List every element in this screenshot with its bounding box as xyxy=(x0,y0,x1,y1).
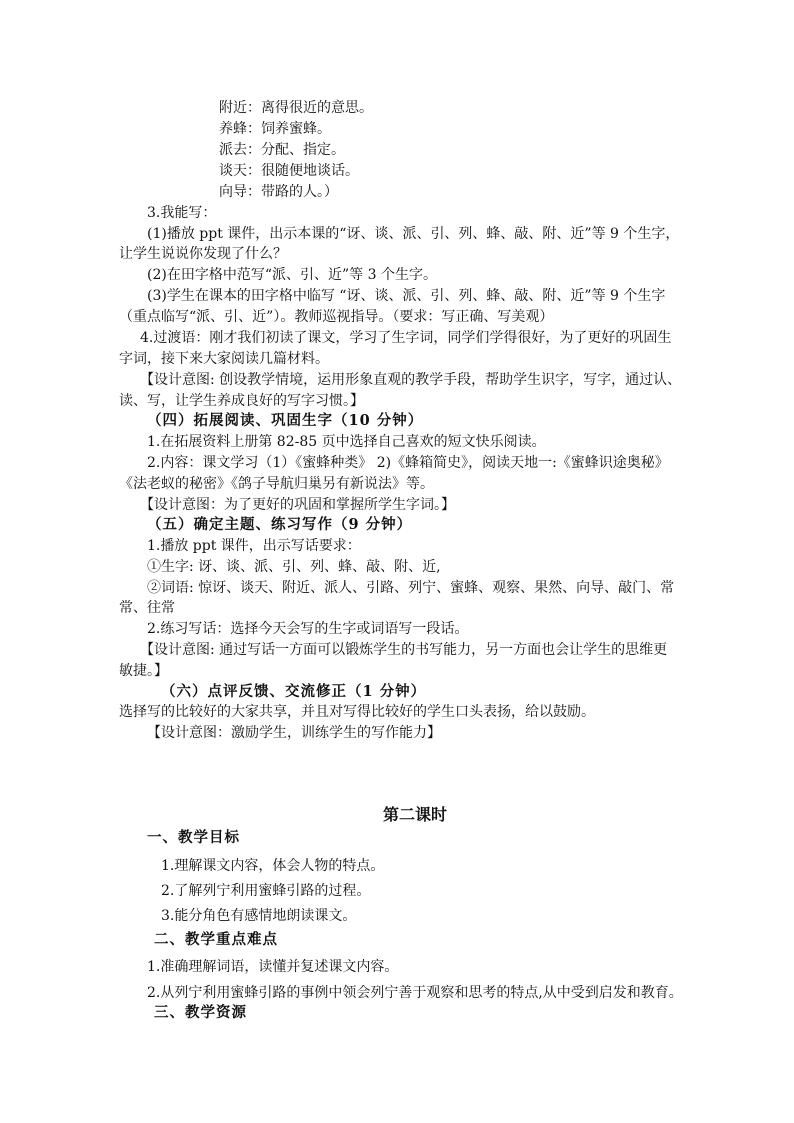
section-5-line-1: 1.播放 ppt 课件，出示写话要求： xyxy=(147,538,361,554)
lesson-2-title: 第二课时 xyxy=(383,805,448,824)
write-heading: 3.我能写： xyxy=(147,205,217,221)
write-item-2: (2)在田字格中范写“派、引、近”等 3 个生字。 xyxy=(147,267,437,283)
resources-heading: 三、教学资源 xyxy=(154,1004,247,1021)
vocab-item: 向导：带路的人。） xyxy=(219,184,338,200)
transition-text: 4.过渡语：刚才我们初读了课文，学习了生字词，同学们学得很好，为了更好的巩固生 xyxy=(140,330,672,346)
write-item-3: (3)学生在课本的田字格中临写 “讶、谈、派、引、列、蜂、敲、附、近”等 9 个生字 xyxy=(147,288,666,304)
section-6-heading: （六）点评反馈、交流修正（1 分钟） xyxy=(161,683,427,700)
write-item-3-cont: （重点临写“派、引、近”）。教师巡视指导。（要求：写正确、写美观） xyxy=(119,309,554,325)
section-5-intent-cont: 敏捷。】 xyxy=(119,663,168,679)
section-4-heading: （四）拓展阅读、巩固生字（10 分钟） xyxy=(147,412,424,429)
key-point-item: 2.从列宁利用蜜蜂引路的事例中领会列宁善于观察和思考的特点,从中受到启发和教育。 xyxy=(147,985,683,1001)
goals-heading: 一、教学目标 xyxy=(147,829,240,846)
goal-item: 2.了解列宁利用蜜蜂引路的过程。 xyxy=(161,883,371,899)
vocab-item: 派去：分配、指定。 xyxy=(219,142,345,158)
design-intent: 【设计意图: 创设教学情境，运用形象直观的教学手段，帮助学生识字，写字，通过认、 xyxy=(140,372,682,388)
key-point-item: 1.准确理解词语，读懂并复述课文内容。 xyxy=(147,959,399,975)
section-5-line-3: ②词语: 惊讶、谈天、附近、派人、引路、列宁、蜜蜂、观察、果然、向导、敲门、常 xyxy=(147,580,675,596)
goal-item: 1.理解课文内容，体会人物的特点。 xyxy=(161,858,385,874)
design-intent-cont: 读、写，让学生养成良好的写字习惯。】 xyxy=(119,393,364,409)
section-5-heading: （五）确定主题、练习写作（9 分钟） xyxy=(147,516,413,533)
section-6-line-1: 选择写的比较好的大家共享，并且对写得比较好的学生口头表扬，给以鼓励。 xyxy=(119,704,595,720)
section-6-intent: 【设计意图：激励学生，训练学生的写作能力】 xyxy=(147,725,441,741)
transition-text-cont: 字词，接下来大家阅读几篇材料。 xyxy=(119,351,329,367)
write-item-1: (1)播放 ppt 课件，出示本课的“讶、谈、派、引、列、蜂、敲、附、近”等 9 个生字， xyxy=(147,226,680,242)
section-4-line-2-cont: 《法老蚁的秘密》《鸽子导航归巢另有新说法》等。 xyxy=(119,476,434,492)
vocab-item: 养蜂：饲养蜜蜂。 xyxy=(219,121,331,137)
key-points-heading: 二、教学重点难点 xyxy=(154,931,278,948)
section-4-line-2: 2.内容：课文学习（1）《蜜蜂种类》 2)《蜂箱简史》，阅读天地一:《蜜蜂识途奥秘》 xyxy=(147,455,669,471)
section-5-intent: 【设计意图: 通过写话一方面可以锻炼学生的书写能力，另一方面也会让学生的思维更 xyxy=(140,642,668,658)
write-item-1-cont: 让学生说说你发现了什么？ xyxy=(119,246,287,262)
section-5-line-3-cont: 常、往常 xyxy=(119,600,175,616)
section-5-line-2: ①生字: 讶、谈、派、引、列、蜂、敲、附、近, xyxy=(147,559,441,575)
vocab-item: 谈天：很随便地谈话。 xyxy=(219,163,359,179)
section-4-intent: 【设计意图：为了更好的巩固和掌握所学生字词。】 xyxy=(140,497,455,513)
vocab-item: 附近：离得很近的意思。 xyxy=(219,100,373,116)
section-4-line-1: 1.在拓展资料上册第 82-85 页中选择自己喜欢的短文快乐阅读。 xyxy=(147,434,546,450)
section-5-line-4: 2.练习写话：选择今天会写的生字或词语写一段话。 xyxy=(147,621,469,637)
goal-item: 3.能分角色有感情地朗读课文。 xyxy=(161,908,357,924)
